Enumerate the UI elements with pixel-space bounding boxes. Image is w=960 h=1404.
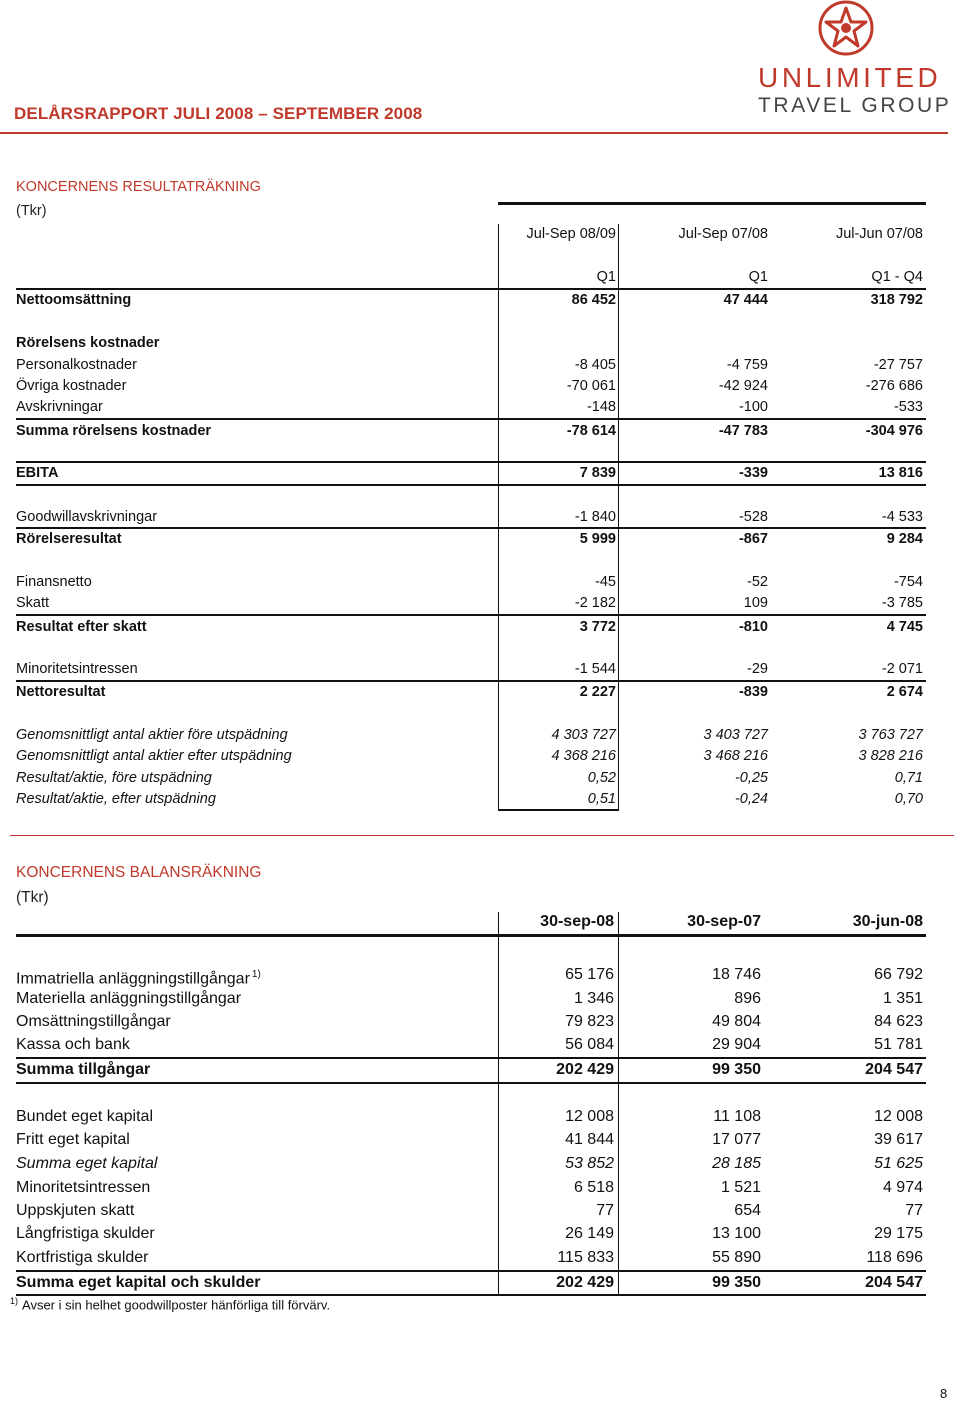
- cell-value: 30-sep-08: [540, 913, 614, 930]
- cell-value: 49 804: [712, 1013, 761, 1030]
- cell-value: -0,24: [734, 791, 768, 807]
- row-label: Summa rörelsens kostnader: [16, 423, 212, 439]
- cell-value: 77: [596, 1202, 614, 1219]
- row-label: Summa eget kapital: [16, 1155, 158, 1172]
- row-label: Bundet eget kapital: [16, 1108, 153, 1125]
- cell-value: -3 785: [881, 595, 923, 611]
- cell-value: -1 544: [574, 661, 616, 677]
- table-row: [16, 572, 926, 592]
- cell-value: 0,71: [894, 770, 923, 786]
- row-label: Resultat/aktie, efter utspädning: [16, 791, 216, 807]
- row-label: Summa eget kapital och skulder: [16, 1274, 261, 1291]
- cell-value: Q1: [596, 269, 616, 285]
- cell-value: -839: [738, 684, 768, 700]
- row-label: Långfristiga skulder: [16, 1225, 155, 1242]
- table-row: [16, 964, 926, 986]
- section-divider: [10, 835, 954, 836]
- cell-value: -42 924: [718, 378, 768, 394]
- cell-value: 99 350: [712, 1274, 761, 1291]
- cell-value: -148: [586, 399, 616, 415]
- cell-value: 56 084: [565, 1036, 614, 1053]
- cell-value: 3 763 727: [858, 727, 923, 743]
- footnote-text: Avser i sin helhet goodwillposter hänförliga till förvärv.: [22, 1297, 331, 1313]
- table-row: [16, 1034, 926, 1056]
- cell-value: 17 077: [712, 1131, 761, 1148]
- table-row: [16, 1247, 926, 1269]
- table-row: [16, 333, 926, 353]
- row-label: Nettoomsättning: [16, 292, 132, 308]
- cell-value: 53 852: [565, 1155, 614, 1172]
- balance-title: KONCERNENS BALANSRÄKNING: [16, 864, 262, 881]
- cell-value: 30-jun-08: [852, 913, 923, 930]
- income-unit: (Tkr): [16, 203, 47, 219]
- cell-value: -810: [738, 619, 768, 635]
- cell-value: [16, 964, 261, 990]
- rule: [16, 614, 926, 616]
- cell-value: 4 368 216: [551, 748, 616, 764]
- row-label: EBITA: [16, 465, 59, 481]
- row-label: Genomsnittligt antal aktier efter utspädning: [16, 748, 292, 764]
- table-row: [16, 397, 926, 417]
- cell-value: -2 071: [881, 661, 923, 677]
- cell-value: -52: [747, 574, 768, 590]
- row-label: Uppskjuten skatt: [16, 1202, 135, 1219]
- balance-unit: (Tkr): [16, 889, 49, 906]
- cell-value: 202 429: [556, 1061, 614, 1078]
- report-title: DELÅRSRAPPORT JULI 2008 – SEPTEMBER 2008: [14, 104, 423, 123]
- cell-value: 12 008: [565, 1108, 614, 1125]
- cell-value: 654: [734, 1202, 761, 1219]
- cell-value: 99 350: [712, 1061, 761, 1078]
- cell-value: 7 839: [579, 465, 616, 481]
- table-row: [16, 507, 926, 527]
- cell-value: 11 108: [713, 1108, 761, 1125]
- cell-value: 204 547: [865, 1061, 923, 1078]
- cell-value: -867: [738, 531, 768, 547]
- table-row: [16, 1106, 926, 1128]
- cell-value: 3 403 727: [703, 727, 768, 743]
- row-label: Skatt: [16, 595, 50, 611]
- row-label: Finansnetto: [16, 574, 92, 590]
- cell-value: -8 405: [574, 357, 616, 373]
- header-rule: [0, 132, 948, 134]
- cell-value: Jul-Sep 08/09: [526, 226, 616, 242]
- footnote: [10, 1296, 330, 1312]
- cell-value: 2 227: [579, 684, 616, 700]
- cell-value: -0,25: [734, 770, 768, 786]
- logo-line-1: UNLIMITED: [758, 62, 942, 93]
- cell-value: 18 746: [712, 966, 761, 983]
- table-row: [16, 1272, 926, 1294]
- row-label: Rörelsens kostnader: [16, 335, 160, 351]
- cell-value: -27 757: [873, 357, 923, 373]
- table-row: [16, 593, 926, 613]
- cell-value: Jul-Sep 07/08: [678, 226, 768, 242]
- cell-value: -339: [738, 465, 768, 481]
- table-row: [16, 768, 926, 788]
- table-row: [16, 1200, 926, 1222]
- logo-line-2: TRAVEL GROUP: [758, 94, 952, 117]
- cell-value: 51 625: [874, 1155, 923, 1172]
- table-row: [16, 376, 926, 396]
- cell-value: 896: [734, 990, 761, 1007]
- income-title: KONCERNENS RESULTATRÄKNING: [16, 179, 261, 195]
- row-label: Immatriella anläggningstillgångar: [16, 970, 250, 988]
- cell-value: 1 521: [720, 1179, 761, 1196]
- balance-col-headers: [16, 911, 926, 933]
- table-row: [16, 789, 926, 809]
- table-row: [16, 421, 926, 441]
- table-row: [16, 746, 926, 766]
- rule: [16, 484, 926, 486]
- row-label: Omsättningstillgångar: [16, 1013, 171, 1030]
- cell-value: 84 623: [874, 1013, 923, 1030]
- cell-value: 3 772: [579, 619, 616, 635]
- cell-value: 66 792: [874, 966, 923, 983]
- cell-value: -1 840: [574, 509, 616, 525]
- table-row: [16, 463, 926, 483]
- row-label: Minoritetsintressen: [16, 661, 138, 677]
- table-row: [16, 1129, 926, 1151]
- cell-value: -78 614: [566, 423, 616, 439]
- rule: [16, 934, 926, 937]
- table-row: [16, 659, 926, 679]
- cell-value: Q1: [748, 269, 768, 285]
- cell-value: 30-sep-07: [687, 913, 761, 930]
- cell-value: -47 783: [718, 423, 768, 439]
- cell-value: 13 100: [712, 1225, 761, 1242]
- footnote-marker: 1): [251, 969, 261, 980]
- cell-value: Q1 - Q4: [871, 269, 923, 285]
- rule: [16, 1082, 926, 1084]
- row-label: Resultat/aktie, före utspädning: [16, 770, 212, 786]
- star-swirl-logo-icon: [818, 0, 874, 56]
- row-label: Avskrivningar: [16, 399, 103, 415]
- cell-value: 118 696: [866, 1249, 923, 1266]
- table-row: [16, 1011, 926, 1033]
- footnote-marker: 1): [10, 1296, 19, 1306]
- row-label: Rörelseresultat: [16, 531, 122, 547]
- cell-value: -304 976: [865, 423, 923, 439]
- cell-value: -29: [747, 661, 768, 677]
- table-row: [16, 725, 926, 745]
- cell-value: 1 346: [573, 990, 614, 1007]
- cell-value: -754: [893, 574, 923, 590]
- cell-value: -45: [595, 574, 616, 590]
- cell-value: 6 518: [573, 1179, 614, 1196]
- row-label: Övriga kostnader: [16, 378, 127, 394]
- row-label: Nettoresultat: [16, 684, 106, 700]
- cell-value: 55 890: [712, 1249, 761, 1266]
- table-row: [16, 355, 926, 375]
- cell-value: 79 823: [565, 1013, 614, 1030]
- row-label: Minoritetsintressen: [16, 1179, 151, 1196]
- cell-value: 39 617: [874, 1131, 923, 1148]
- cell-value: 109: [743, 595, 768, 611]
- table-row: [16, 1223, 926, 1245]
- rule: [498, 809, 619, 811]
- cell-value: -4 759: [726, 357, 768, 373]
- cell-value: 3 468 216: [703, 748, 768, 764]
- cell-value: 9 284: [886, 531, 923, 547]
- cell-value: -533: [893, 399, 923, 415]
- cell-value: 0,70: [894, 791, 923, 807]
- cell-value: -100: [738, 399, 768, 415]
- row-label: Materiella anläggningstillgångar: [16, 990, 242, 1007]
- table-row: [16, 682, 926, 702]
- row-label: Resultat efter skatt: [16, 619, 147, 635]
- company-logo: [758, 0, 952, 120]
- cell-value: 2 674: [886, 684, 923, 700]
- cell-value: 77: [905, 1202, 923, 1219]
- income-col-sub: [16, 267, 926, 287]
- row-label: Genomsnittligt antal aktier före utspädning: [16, 727, 288, 743]
- table-row: [16, 290, 926, 310]
- cell-value: 0,51: [587, 791, 616, 807]
- table-row: [16, 988, 926, 1010]
- table-row: [16, 617, 926, 637]
- cell-value: 5 999: [579, 531, 616, 547]
- cell-value: 41 844: [565, 1131, 614, 1148]
- row-label: Goodwillavskrivningar: [16, 509, 158, 525]
- cell-value: -528: [738, 509, 768, 525]
- table-row: [16, 1059, 926, 1081]
- cell-value: 4 745: [886, 619, 923, 635]
- cell-value: 318 792: [870, 292, 923, 308]
- cell-value: 1 351: [882, 990, 923, 1007]
- cell-value: 29 904: [712, 1036, 761, 1053]
- row-label: Kortfristiga skulder: [16, 1249, 149, 1266]
- cell-value: Jul-Jun 07/08: [835, 226, 923, 242]
- table-row: [16, 529, 926, 549]
- table-row: [16, 1177, 926, 1199]
- cell-value: 65 176: [565, 966, 614, 983]
- cell-value: -70 061: [566, 378, 616, 394]
- cell-value: 3 828 216: [858, 748, 923, 764]
- cell-value: 202 429: [556, 1274, 614, 1291]
- income-header-rule: [498, 202, 926, 205]
- table-row: [16, 1153, 926, 1175]
- cell-value: 4 974: [882, 1179, 923, 1196]
- cell-value: 26 149: [565, 1225, 614, 1242]
- cell-value: 28 185: [712, 1155, 761, 1172]
- cell-value: 47 444: [723, 292, 768, 308]
- row-label: Kassa och bank: [16, 1036, 130, 1053]
- row-label: Summa tillgångar: [16, 1061, 151, 1078]
- cell-value: -2 182: [574, 595, 616, 611]
- rule: [16, 418, 926, 420]
- cell-value: 4 303 727: [551, 727, 616, 743]
- cell-value: -4 533: [881, 509, 923, 525]
- cell-value: 204 547: [865, 1274, 923, 1291]
- row-label: Personalkostnader: [16, 357, 137, 373]
- row-label: Fritt eget kapital: [16, 1131, 130, 1148]
- cell-value: 29 175: [874, 1225, 923, 1242]
- cell-value: 0,52: [587, 770, 616, 786]
- cell-value: 13 816: [878, 465, 923, 481]
- cell-value: -276 686: [865, 378, 923, 394]
- cell-value: 86 452: [571, 292, 616, 308]
- page-number: 8: [940, 1386, 948, 1401]
- income-col-headers: [16, 224, 926, 244]
- cell-value: 115 833: [557, 1249, 614, 1266]
- cell-value: 12 008: [874, 1108, 923, 1125]
- cell-value: 51 781: [874, 1036, 923, 1053]
